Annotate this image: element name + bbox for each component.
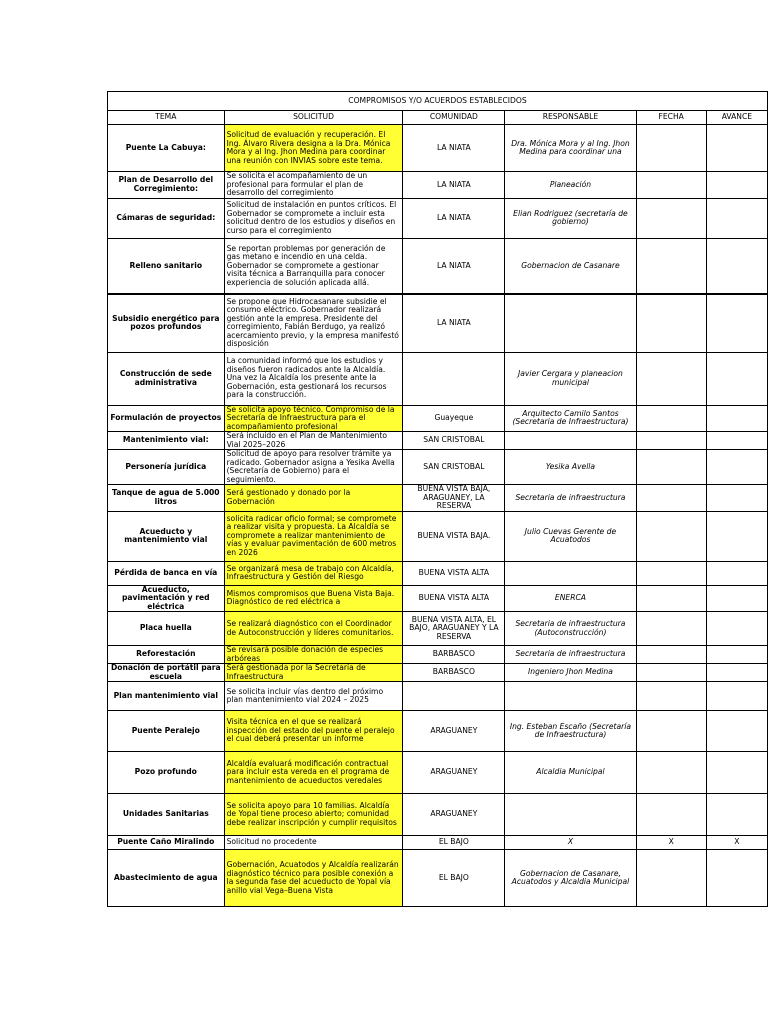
cell-comunidad: LA NIATA bbox=[403, 125, 505, 172]
cell-fecha bbox=[636, 612, 706, 646]
cell-fecha bbox=[636, 125, 706, 172]
cell-tema: Cámaras de seguridad: bbox=[108, 198, 225, 238]
cell-avance bbox=[706, 646, 767, 664]
cell-solicitud: Solicitud de apoyo para resolver trámite ya radicado. Gobernador asigna a Yesika Avella (Secretaría de Gobierno) para el seguimiento. bbox=[224, 450, 403, 485]
cell-tema: Acueducto, pavimentación y red eléctrica bbox=[108, 585, 225, 612]
cell-avance bbox=[706, 511, 767, 561]
header-comunidad: COMUNIDAD bbox=[403, 111, 505, 125]
header-responsable: RESPONSABLE bbox=[505, 111, 636, 125]
cell-comunidad: LA NIATA bbox=[403, 172, 505, 199]
cell-solicitud: Gobernación, Acuatodos y Alcaldía realizarán diagnóstico técnico para posible conexión a la segunda fase del acueducto de Yopal vía anillo vial Vega–Buena Vista bbox=[224, 850, 403, 907]
cell-fecha bbox=[636, 238, 706, 294]
table-row bbox=[108, 711, 768, 752]
cell-responsable bbox=[505, 561, 636, 585]
cell-tema: Formulación de proyectos bbox=[108, 405, 225, 432]
cell-responsable: Arquitecto Camilo Santos (Secretaria de Infraestructura) bbox=[505, 405, 636, 432]
cell-fecha bbox=[636, 450, 706, 485]
cell-solicitud: solicita radicar oficio formal; se compromete a realizar visita y propuesta. La Alcaldía se compromete a realizar mantenimiento de vías y evaluar pavimentación de 600 metros en 2026 bbox=[224, 511, 403, 561]
cell-comunidad: EL BAJO bbox=[403, 850, 505, 907]
cell-responsable: Gobernacion de Casanare bbox=[505, 238, 636, 294]
cell-fecha: X bbox=[636, 836, 706, 850]
cell-responsable: Secretaria de infraestructura bbox=[505, 485, 636, 512]
table-row bbox=[108, 850, 768, 907]
cell-responsable: Ingeniero Jhon Medina bbox=[505, 664, 636, 682]
cell-fecha bbox=[636, 682, 706, 711]
cell-fecha bbox=[636, 646, 706, 664]
cell-solicitud: Será gestionada por la Secretaría de Infraestructura bbox=[224, 664, 403, 682]
cell-tema: Subsidio energético para pozos profundos bbox=[108, 294, 225, 352]
header-row bbox=[108, 111, 768, 125]
cell-fecha bbox=[636, 850, 706, 907]
cell-solicitud: Se solicita apoyo técnico. Compromiso de la Secretaría de Infraestructura para el acompañamiento profesional bbox=[224, 405, 403, 432]
cell-responsable: Alcaldia Municipal bbox=[505, 752, 636, 794]
header-fecha: FECHA bbox=[636, 111, 706, 125]
table-row bbox=[108, 794, 768, 836]
cell-fecha bbox=[636, 511, 706, 561]
header-avance: AVANCE bbox=[706, 111, 767, 125]
cell-responsable: Planeación bbox=[505, 172, 636, 199]
cell-comunidad: Guayeque bbox=[403, 405, 505, 432]
cell-avance bbox=[706, 294, 767, 352]
cell-solicitud: Se organizará mesa de trabajo con Alcaldía, Infraestructura y Gestión del Riesgo bbox=[224, 561, 403, 585]
table-row bbox=[108, 561, 768, 585]
cell-comunidad: BUENA VISTA ALTA bbox=[403, 561, 505, 585]
cell-tema: Unidades Sanitarias bbox=[108, 794, 225, 836]
cell-fecha bbox=[636, 585, 706, 612]
cell-responsable bbox=[505, 682, 636, 711]
cell-solicitud: Solicitud no procedente bbox=[224, 836, 403, 850]
header-tema: TEMA bbox=[108, 111, 225, 125]
cell-tema: Donación de portátil para escuela bbox=[108, 664, 225, 682]
cell-fecha bbox=[636, 352, 706, 405]
cell-responsable: Gobernacion de Casanare, Acuatodos y Alcaldia Municipal bbox=[505, 850, 636, 907]
cell-solicitud: Solicitud de evaluación y recuperación. El Ing. Álvaro Rivera designa a la Dra. Mónica Mora y al Ing. Jhon Medina para coordinar una reunión con INVIAS sobre este tema. bbox=[224, 125, 403, 172]
table-row bbox=[108, 172, 768, 199]
cell-comunidad: SAN CRISTOBAL bbox=[403, 432, 505, 450]
table-title: COMPROMISOS Y/O ACUERDOS ESTABLECIDOS bbox=[108, 92, 768, 111]
cell-avance bbox=[706, 561, 767, 585]
cell-avance bbox=[706, 711, 767, 752]
cell-avance bbox=[706, 352, 767, 405]
table-row bbox=[108, 294, 768, 352]
cell-solicitud: Se solicita apoyo para 10 familias. Alcaldía de Yopal tiene proceso abierto; comunidad debe realizar inscripción y cumplir requisitos bbox=[224, 794, 403, 836]
cell-tema: Placa huella bbox=[108, 612, 225, 646]
cell-avance bbox=[706, 752, 767, 794]
cell-tema: Tanque de agua de 5.000 litros bbox=[108, 485, 225, 512]
cell-fecha bbox=[636, 664, 706, 682]
cell-responsable: ENERCA bbox=[505, 585, 636, 612]
table-row bbox=[108, 646, 768, 664]
cell-responsable: Julio Cuevas Gerente de Acuatodos bbox=[505, 511, 636, 561]
table-row bbox=[108, 752, 768, 794]
cell-avance bbox=[706, 238, 767, 294]
cell-tema: Reforestación bbox=[108, 646, 225, 664]
cell-comunidad: LA NIATA bbox=[403, 238, 505, 294]
cell-responsable: Dra. Mónica Mora y al Ing. Jhon Medina para coordinar una bbox=[505, 125, 636, 172]
cell-tema: Pérdida de banca en vía bbox=[108, 561, 225, 585]
cell-fecha bbox=[636, 794, 706, 836]
cell-solicitud: Visita técnica en el que se realizará inspección del estado del puente el peralejo el cual deberá presentar un informe bbox=[224, 711, 403, 752]
cell-fecha bbox=[636, 752, 706, 794]
cell-tema: Mantenimiento vial: bbox=[108, 432, 225, 450]
cell-tema: Abastecimiento de agua bbox=[108, 850, 225, 907]
cell-responsable bbox=[505, 294, 636, 352]
cell-avance bbox=[706, 794, 767, 836]
cell-comunidad bbox=[403, 352, 505, 405]
cell-solicitud: Será gestionado y donado por la Gobernación bbox=[224, 485, 403, 512]
cell-avance bbox=[706, 125, 767, 172]
cell-avance bbox=[706, 405, 767, 432]
cell-avance bbox=[706, 682, 767, 711]
cell-fecha bbox=[636, 432, 706, 450]
table-row bbox=[108, 450, 768, 485]
cell-tema: Construcción de sede administrativa bbox=[108, 352, 225, 405]
cell-solicitud: La comunidad informó que los estudios y diseños fueron radicados ante la Alcaldía. Una vez la Alcaldía los presente ante la Gobernación, esta gestionará los recursos para la construcción. bbox=[224, 352, 403, 405]
cell-responsable: Ing. Esteban Escaño (Secretaría de Infraestructura) bbox=[505, 711, 636, 752]
cell-solicitud: Se reportan problemas por generación de gas metano e incendio en una celda. Gobernador se compromete a gestionar visita técnica a Barranquilla para conocer experiencia de solución aplicada allá. bbox=[224, 238, 403, 294]
cell-comunidad: BARBASCO bbox=[403, 664, 505, 682]
cell-responsable: Elian Rodriguez (secretaría de gobierno) bbox=[505, 198, 636, 238]
cell-tema: Acueducto y mantenimiento vial bbox=[108, 511, 225, 561]
cell-fecha bbox=[636, 405, 706, 432]
cell-responsable bbox=[505, 432, 636, 450]
cell-solicitud: Se solicita el acompañamiento de un profesional para formular el plan de desarrollo del corregimiento bbox=[224, 172, 403, 199]
table-row bbox=[108, 405, 768, 432]
cell-solicitud: Se revisará posible donación de especies arbóreas bbox=[224, 646, 403, 664]
table-row bbox=[108, 352, 768, 405]
cell-avance bbox=[706, 612, 767, 646]
cell-avance: X bbox=[706, 836, 767, 850]
cell-tema: Puente Peralejo bbox=[108, 711, 225, 752]
cell-avance bbox=[706, 450, 767, 485]
cell-fecha bbox=[636, 198, 706, 238]
cell-responsable: Secretaria de infraestructura (Autoconstrucción) bbox=[505, 612, 636, 646]
cell-comunidad: BARBASCO bbox=[403, 646, 505, 664]
cell-fecha bbox=[636, 711, 706, 752]
table-row bbox=[108, 511, 768, 561]
table-row bbox=[108, 125, 768, 172]
cell-solicitud: Solicitud de instalación en puntos críticos. El Gobernador se compromete a incluir esta solicitud dentro de los estudios y diseños en curso para el corregimiento bbox=[224, 198, 403, 238]
cell-avance bbox=[706, 664, 767, 682]
cell-comunidad: BUENA VISTA ALTA bbox=[403, 585, 505, 612]
cell-comunidad: BUENA VISTA ALTA, EL BAJO, ARAGUANEY Y LA RESERVA bbox=[403, 612, 505, 646]
cell-tema: Plan de Desarrollo del Corregimiento: bbox=[108, 172, 225, 199]
table-row bbox=[108, 682, 768, 711]
table-row bbox=[108, 238, 768, 294]
cell-comunidad: BUENA VISTA BAJA, ARAGUANEY, LA RESERVA bbox=[403, 485, 505, 512]
table-row bbox=[108, 585, 768, 612]
cell-tema: Puente Caño Miralindo bbox=[108, 836, 225, 850]
cell-comunidad: ARAGUANEY bbox=[403, 794, 505, 836]
cell-responsable bbox=[505, 794, 636, 836]
header-solicitud: SOLICITUD bbox=[224, 111, 403, 125]
cell-tema: Relleno sanitario bbox=[108, 238, 225, 294]
cell-comunidad: ARAGUANEY bbox=[403, 711, 505, 752]
cell-comunidad: BUENA VISTA BAJA. bbox=[403, 511, 505, 561]
cell-solicitud: Se solicita incluir vías dentro del próximo plan mantenimiento vial 2024 – 2025 bbox=[224, 682, 403, 711]
cell-responsable: Yesika Avella bbox=[505, 450, 636, 485]
cell-solicitud: Se realizará diagnóstico con el Coordinador de Autoconstrucción y líderes comunitarios. bbox=[224, 612, 403, 646]
cell-responsable: Secretaria de infraestructura bbox=[505, 646, 636, 664]
cell-avance bbox=[706, 432, 767, 450]
cell-comunidad: LA NIATA bbox=[403, 294, 505, 352]
cell-avance bbox=[706, 850, 767, 907]
cell-solicitud: Será incluido en el Plan de Mantenimiento Vial 2025–2026 bbox=[224, 432, 403, 450]
table-row bbox=[108, 664, 768, 682]
table-row bbox=[108, 612, 768, 646]
cell-solicitud: Alcaldía evaluará modificación contractual para incluir esta vereda en el programa de mantenimiento de acueductos veredales bbox=[224, 752, 403, 794]
cell-comunidad: ARAGUANEY bbox=[403, 752, 505, 794]
table-row bbox=[108, 432, 768, 450]
agreements-table bbox=[107, 91, 768, 907]
cell-fecha bbox=[636, 485, 706, 512]
cell-comunidad: SAN CRISTOBAL bbox=[403, 450, 505, 485]
cell-responsable: Javier Cergara y planeacion municipal bbox=[505, 352, 636, 405]
cell-comunidad: EL BAJO bbox=[403, 836, 505, 850]
cell-fecha bbox=[636, 561, 706, 585]
cell-avance bbox=[706, 585, 767, 612]
cell-tema: Plan mantenimiento vial bbox=[108, 682, 225, 711]
cell-avance bbox=[706, 198, 767, 238]
cell-avance bbox=[706, 172, 767, 199]
cell-tema: Pozo profundo bbox=[108, 752, 225, 794]
cell-tema: Personería jurídica bbox=[108, 450, 225, 485]
cell-fecha bbox=[636, 294, 706, 352]
cell-responsable: X bbox=[505, 836, 636, 850]
cell-solicitud: Se propone que Hidrocasanare subsidie el consumo eléctrico. Gobernador realizará gestión ante la empresa. Presidente del corregimiento, Fabián Berdugo, ya realizó acercamiento previo, y la empresa manifestó disposición bbox=[224, 294, 403, 352]
cell-comunidad bbox=[403, 682, 505, 711]
table-row bbox=[108, 485, 768, 512]
table-body bbox=[108, 125, 768, 907]
cell-solicitud: Mismos compromisos que Buena Vista Baja. Diagnóstico de red eléctrica a bbox=[224, 585, 403, 612]
cell-avance bbox=[706, 485, 767, 512]
cell-comunidad: LA NIATA bbox=[403, 198, 505, 238]
cell-fecha bbox=[636, 172, 706, 199]
cell-tema: Puente La Cabuya: bbox=[108, 125, 225, 172]
table-row bbox=[108, 198, 768, 238]
table-row bbox=[108, 836, 768, 850]
